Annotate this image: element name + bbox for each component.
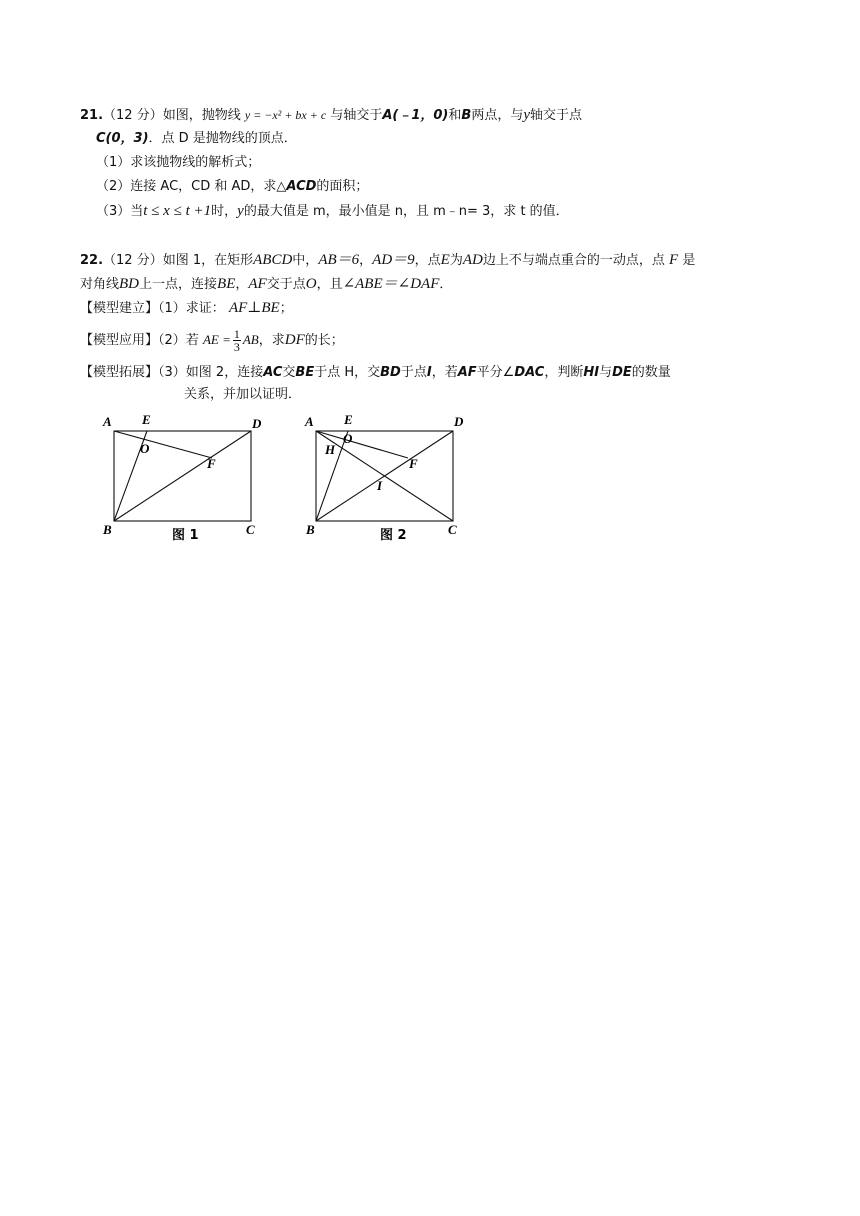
fig2-caption: 图 2	[380, 528, 407, 543]
figure-1	[100, 410, 270, 545]
fig1-label-a: A	[103, 414, 112, 429]
q22-angle: ∠ABE＝∠DAF	[342, 276, 440, 292]
fig1-diagonal-bd	[114, 431, 251, 521]
q22-bd: BD	[119, 276, 140, 292]
q22-part-2	[80, 326, 344, 355]
q21-text: 轴交于点	[530, 108, 583, 123]
q22-text: 交于点	[266, 277, 306, 292]
q21-sub1-text: （1）求该抛物线的解析式；	[96, 155, 261, 170]
q22-part1-text: （1）求证：	[158, 301, 225, 316]
q22-df: DF	[284, 332, 305, 348]
q22-be: BE	[217, 276, 236, 292]
q22-o: O	[305, 276, 317, 292]
fig1-label-b: B	[103, 522, 112, 537]
fig2-label-b: B	[306, 522, 315, 537]
q21-axis-y: y	[523, 107, 530, 123]
q22-text: 是	[682, 253, 696, 268]
fig1-label-c: C	[246, 522, 255, 537]
q22-line-1	[80, 251, 695, 270]
q22-part3-text: 的数量	[631, 365, 671, 380]
q21-sub2-text: 的面积；	[316, 179, 369, 194]
q22-part2-tag: 【模型应用】	[80, 333, 159, 348]
q22-part2-text: 的长；	[304, 333, 344, 348]
q22-part-1	[80, 299, 293, 318]
q22-text: 边上不与端点重合的一动点，点	[482, 253, 665, 268]
fig2-label-d: D	[454, 414, 464, 429]
q21-text: 与轴交于	[330, 108, 383, 123]
q22-e: E	[440, 252, 450, 268]
q22-af2: AF	[457, 365, 477, 380]
q22-part1-tag: 【模型建立】	[80, 301, 159, 316]
fraction-numerator: 1	[233, 327, 240, 341]
q22-part3-text: 于点	[400, 365, 427, 380]
q21-sub3-text: 的最大值是 m，最小值是 n，且 m﹣n= 3，求 t 的值．	[243, 204, 569, 219]
q22-part3-text: 关系，并加以证明．	[184, 387, 302, 402]
q22-text: 中，	[292, 253, 319, 268]
q22-part3-text: 与	[599, 365, 613, 380]
fig1-label-o: O	[140, 441, 150, 456]
q22-be2: BE	[295, 365, 315, 380]
q22-part3-text: 交	[282, 365, 296, 380]
q22-af: AF	[248, 276, 267, 292]
q22-ab2: AB	[242, 332, 259, 347]
q21-triangle: ACD	[286, 179, 317, 194]
q22-part3-text: 于点 H，交	[314, 365, 381, 380]
q22-part3-text: 平分∠	[476, 365, 515, 380]
q21-sub-3	[96, 202, 569, 221]
q22-part3-text: ，若	[431, 365, 458, 380]
q22-part2-text: ，求	[258, 333, 285, 348]
fig2-label-a: A	[305, 414, 314, 429]
fig2-label-o: O	[343, 431, 353, 446]
fig1-label-e: E	[142, 412, 151, 427]
q21-sub3-text: 时，	[211, 204, 238, 219]
q22-number: 22.	[80, 253, 104, 268]
q22-part1-text: ；	[279, 301, 293, 316]
q22-part-3	[80, 364, 671, 382]
q22-dac: DAC	[514, 365, 545, 380]
fraction-denominator: 3	[233, 340, 240, 354]
q22-hi: HI	[583, 365, 600, 380]
q22-bd2: BD	[380, 365, 401, 380]
q22-text: ．	[439, 277, 453, 292]
q21-inequality: t ≤ x ≤ t +1	[143, 203, 212, 219]
q21-text: 如图，抛物线	[162, 108, 241, 123]
q22-fraction	[233, 328, 241, 353]
q21-point-b: B	[461, 108, 472, 123]
fig1-caption: 图 1	[172, 528, 199, 543]
q21-score: （12 分）	[103, 108, 163, 123]
q22-ad2: AD	[462, 252, 483, 268]
q21-line-1	[80, 106, 582, 125]
q21-y: y	[237, 203, 244, 219]
q21-number: 21.	[80, 108, 104, 123]
q22-rect: ABCD	[253, 252, 293, 268]
q22-text: 对角线	[80, 277, 120, 292]
q22-part3-tag: 【模型拓展】	[80, 365, 159, 380]
q22-f: F	[669, 252, 679, 268]
fig2-label-c: C	[448, 522, 457, 537]
q21-sub3-text: （3）当	[96, 204, 144, 219]
q21-sub-1	[96, 154, 260, 172]
fig1-label-f: F	[207, 456, 216, 471]
fig1-segment-af	[114, 431, 212, 458]
q22-ad: AD＝9	[372, 252, 415, 268]
q22-text: 为	[449, 253, 463, 268]
q21-sub2-text: （2）连接 AC，CD 和 AD，求△	[96, 179, 287, 194]
q21-text: 和	[448, 108, 462, 123]
q21-line-2	[96, 130, 297, 148]
q22-part-3-line-2	[184, 386, 301, 404]
q22-part3-text: ，判断	[544, 365, 584, 380]
q22-ac: AC	[263, 365, 283, 380]
q22-text: ，且	[316, 277, 343, 292]
q21-point-a: A(﹣1，0)	[382, 108, 449, 123]
fig2-label-f: F	[409, 456, 418, 471]
q22-line-2	[80, 275, 452, 294]
q21-text: 两点，与	[471, 108, 524, 123]
q21-text: ．点 D 是抛物线的顶点．	[148, 131, 297, 146]
q22-i: I	[426, 365, 432, 380]
fig2-label-h: H	[325, 442, 336, 457]
q22-ab: AB＝6	[318, 252, 360, 268]
figure-2	[300, 410, 475, 545]
q22-perpendicular: AF⊥BE	[228, 300, 280, 316]
fig2-label-i: I	[377, 478, 383, 493]
q22-text: 上一点，连接	[139, 277, 218, 292]
q22-text: ，点	[414, 253, 441, 268]
q22-de: DE	[612, 365, 632, 380]
q22-part2-text: （2）若	[158, 333, 199, 348]
fig1-label-d: D	[252, 416, 262, 431]
q22-score: （12 分）	[103, 253, 163, 268]
q22-part3-text: （3）如图 2，连接	[158, 365, 264, 380]
fig2-label-e: E	[344, 412, 353, 427]
q22-text: ，	[235, 277, 249, 292]
q22-text: ，	[359, 253, 373, 268]
q22-ae: AE =	[202, 332, 231, 347]
q21-point-c: C(0，3)	[96, 131, 149, 146]
q21-formula: y = −x² + bx + c	[244, 108, 327, 122]
q22-text: 如图 1，在矩形	[162, 253, 254, 268]
q21-sub-2	[96, 178, 368, 196]
